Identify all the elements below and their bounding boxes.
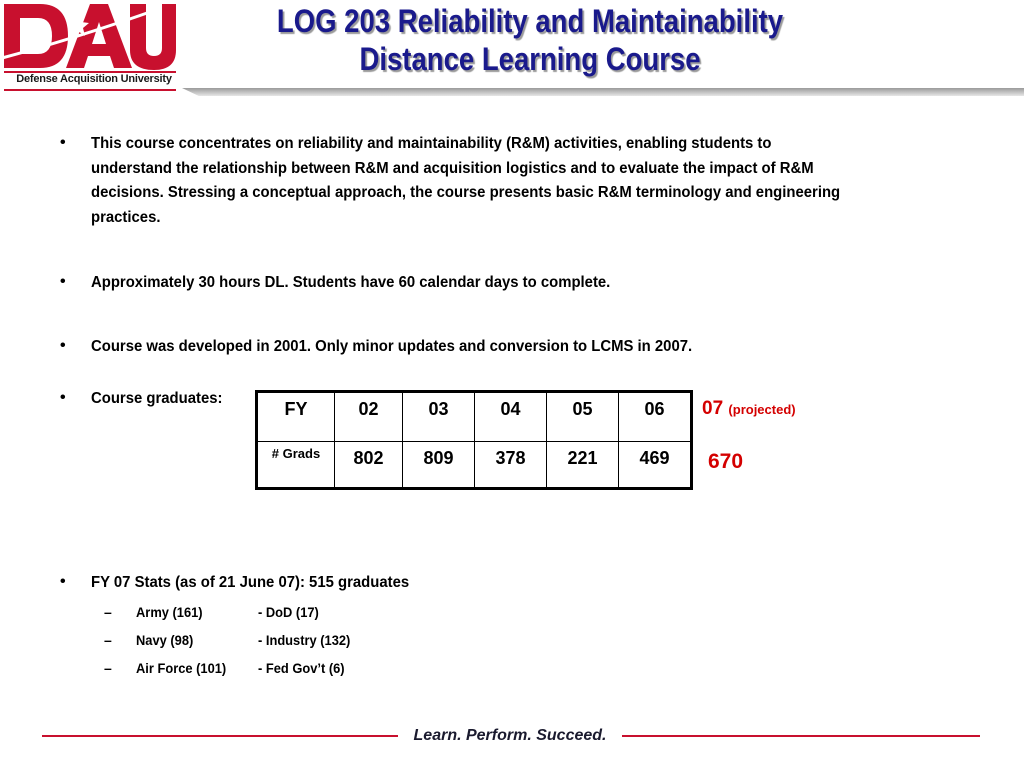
bullet-mark: • (60, 337, 66, 354)
sub-bullet-right: - DoD (17) (258, 604, 319, 620)
bullet-duration: Approximately 30 hours DL. Students have 60 calendar days to complete. (91, 274, 611, 291)
bullet-mark: • (60, 389, 66, 406)
table-row-label: # Grads (257, 442, 335, 489)
table-header-cell: 06 (619, 392, 692, 442)
projected-fy (702, 398, 796, 420)
sub-bullet-left: Navy (98) (136, 632, 194, 648)
projected-fy-label: 07 (702, 398, 724, 419)
sub-bullet-dash: – (104, 632, 112, 648)
table-header-cell: 04 (475, 392, 547, 442)
table-header-cell: 02 (335, 392, 403, 442)
bullet-fy07-stats: FY 07 Stats (as of 21 June 07): 515 graduates (91, 574, 410, 591)
footer-rule-right (622, 735, 980, 737)
table-header-cell: 03 (403, 392, 475, 442)
table-row (257, 442, 692, 489)
sub-bullet-dash: – (104, 660, 112, 676)
bullet-graduates: Course graduates: (91, 390, 223, 407)
table-cell: 469 (619, 442, 692, 489)
sub-bullet-dash: – (104, 604, 112, 620)
sub-bullet-left: Army (161) (136, 604, 203, 620)
sub-bullet-right: - Industry (132) (258, 632, 351, 648)
bullet-line: This course concentrates on reliability and maintainability (R&M) activities, enabling students to (91, 135, 772, 152)
table-cell: 378 (475, 442, 547, 489)
title-line-2: Distance Learning Course (359, 41, 701, 77)
bullet-line: decisions. Stressing a conceptual approach, the course presents basic R&M terminology and engineering (91, 184, 841, 201)
bullet-mark: • (60, 573, 66, 590)
table-header-cell: FY (257, 392, 335, 442)
sub-bullet-right: - Fed Gov’t (6) (258, 660, 345, 676)
table-header-row (257, 392, 692, 442)
bullet-mark: • (60, 134, 66, 151)
sub-bullet-left: Air Force (101) (136, 660, 227, 676)
table-cell: 802 (335, 442, 403, 489)
footer-rule-left (42, 735, 398, 737)
graduates-table (255, 390, 693, 490)
footer-tagline: Learn. Perform. Succeed. (413, 727, 607, 744)
projected-value: 670 (708, 450, 744, 473)
table-cell: 809 (403, 442, 475, 489)
logo-caption: Defense Acquisition University (16, 73, 172, 85)
table-cell: 221 (547, 442, 619, 489)
bullet-line: understand the relationship between R&M and acquisition logistics and to evaluate the impact of R&M (91, 159, 814, 177)
bullet-line: practices. (91, 208, 161, 226)
bullet-course-description (91, 132, 840, 230)
table-header-cell: 05 (547, 392, 619, 442)
projected-note: (projected) (728, 402, 796, 417)
title-line-1: LOG 203 Reliability and Maintainability (276, 3, 784, 39)
bullet-mark: • (60, 273, 66, 290)
bullet-development: Course was developed in 2001. Only minor updates and conversion to LCMS in 2007. (91, 338, 693, 355)
